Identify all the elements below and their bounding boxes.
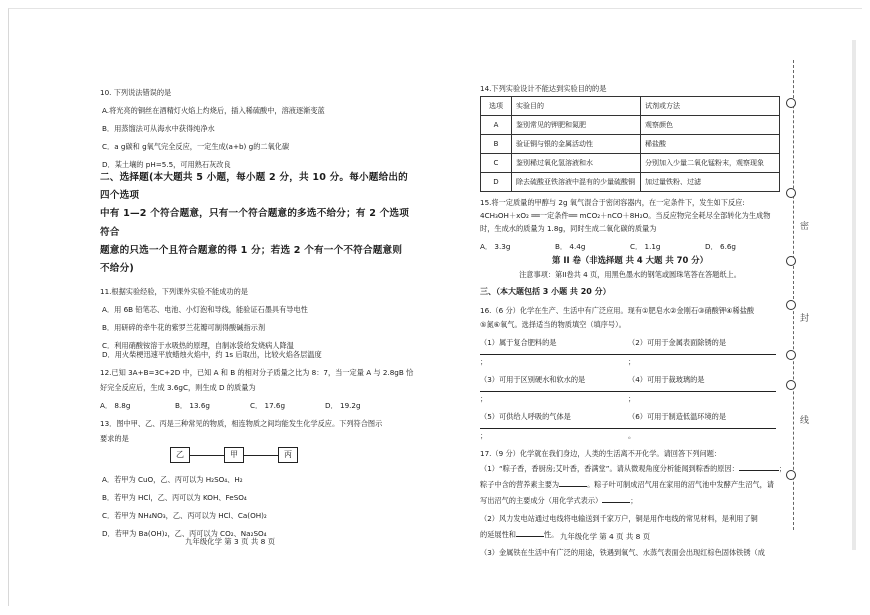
table-header-row [481, 97, 780, 116]
question-11-option-c: C．利用硝酸铵溶于水吸热的原理，自制冰袋给发烧病人降温 [102, 341, 294, 351]
question-15-stem-line-3: 时，生成水的质量为 1.8g，同时生成二氧化碳的质量为 [480, 224, 657, 233]
table-header-cell: 实验目的 [512, 97, 641, 116]
answer-blank[interactable] [480, 421, 628, 429]
question-10-option-a: A.将光亮的铜丝在酒精灯火焰上灼烧后，插入稀硫酸中，溶液逐渐变蓝 [102, 106, 325, 115]
question-16-row-2: （3）可用于区别硬水和软水的是； （4）可用于裁玻璃的是； [480, 375, 780, 403]
question-13-diagram [170, 447, 410, 463]
seal-mark-xian: 线 [800, 416, 810, 426]
binding-hole-icon [786, 98, 796, 108]
part-2-title: 第 II 卷（非选择题 共 4 大题 共 70 分） [552, 255, 708, 265]
table-cell: A [481, 116, 512, 135]
answer-blank[interactable] [480, 347, 628, 355]
question-17-part-1-line-1: （1）“粽子香，香厨房;艾叶香，香满堂”。请从微观角度分析能闻到粽香的原因： ； [480, 463, 787, 473]
question-17-stem: 17.（9 分）化学就在我们身边，人类的生活离不开化学。请回答下列问题： [480, 448, 722, 458]
section-2-line-1: 二、选择题(本大题共 5 小题，每小题 2 分，共 10 分。每小题给出的四个选项 [100, 172, 408, 202]
question-12-stem-line-1: 12.已知 3A+B=3C+2D 中，已知 A 和 B 的相对分子质量之比为 8：7，当一定量 A 与 2.8gB 恰 [100, 368, 414, 378]
table-cell: 加过量铁粉、过滤 [641, 173, 780, 192]
binding-hole-icon [786, 300, 796, 310]
question-12-option-c: C． 17.6g [250, 401, 286, 411]
question-17-part-2-line-2: 的延展性和 性。 [480, 529, 559, 539]
question-13-option-c: C．若甲为 NH₄NO₃，乙、丙可以为 HCl、Ca(OH)₂ [102, 511, 267, 521]
question-11-stem: 11.根据实验经验，下列课外实验不能成功的是 [100, 287, 248, 297]
answer-blank[interactable] [628, 421, 776, 429]
table-cell: 鉴别稀过氧化氢溶液和水 [512, 154, 641, 173]
binding-hole-icon [786, 380, 796, 390]
table-cell: 分别加入少量二氧化锰粉末，观察现象 [641, 154, 780, 173]
table-row [481, 116, 780, 135]
seal-mark-mi: 密 [800, 222, 810, 232]
question-11-option-a: A．用 6B 铅笔芯、电池、小灯泡和导线，能验证石墨具有导电性 [102, 305, 308, 315]
binding-hole-icon [786, 256, 796, 266]
page-4-footer: 九年级化学 第 4 页 共 8 页 [560, 532, 651, 541]
question-16-item-5: （5）可供给人呼吸的气体是 [480, 411, 571, 421]
question-13-stem-line-1: 13．图中甲、乙、丙是三种常见的物质，相连物质之间均能发生化学反应。下列符合图示 [100, 419, 383, 429]
answer-blank[interactable] [628, 347, 776, 355]
diagram-box-bing: 丙 [278, 447, 298, 463]
question-17-part-1-line-2: 粽子中含的营养素主要为 。粽子叶可制成沼气用在家用的沼气池中发酵产生沼气，请 [480, 479, 774, 489]
question-16-row-3: （5）可供给人呼吸的气体是； （6）可用于制造低温环境的是。 [480, 412, 780, 440]
table-cell: B [481, 135, 512, 154]
answer-blank[interactable] [739, 463, 779, 471]
table-header-cell: 选项 [481, 97, 512, 116]
right-page [480, 84, 787, 557]
part-2-note: 注意事项：第II卷共 4 页，用黑色墨水的钢笔或圆珠笔答在答题纸上。 [519, 269, 741, 279]
seal-mark-feng: 封 [800, 314, 810, 324]
diagram-box-yi: 乙 [170, 447, 190, 463]
question-17-part-2-line-1: （2）风力发电站通过电线将电输送到千家万户，铜是用作电线的常见材料，是利用了铜 [480, 513, 758, 523]
question-12-option-a: A． 8.8g [100, 401, 131, 411]
scan-edge-strip [852, 40, 856, 550]
question-15-stem-line-2: 4CH₃OH＋xO₂ ══一定条件══ mCO₂＋nCO＋8H₂O。当反应物完全耗尽全部转化为生成物 [480, 211, 771, 220]
question-10-stem: 10. 下列说法错误的是 [100, 88, 172, 97]
question-15-options [480, 242, 780, 251]
question-16-row-1: （1）属于复合肥料的是； （2）可用于金属表面除锈的是； [480, 338, 780, 366]
question-10-option-b: B．用蒸馏法可从海水中获得纯净水 [102, 124, 215, 133]
table-row [481, 154, 780, 173]
table-cell: 鉴别常见的钾肥和氮肥 [512, 116, 641, 135]
table-header-cell: 试剂或方法 [641, 97, 780, 116]
answer-blank[interactable] [602, 495, 630, 503]
question-16-stem-line-2: ⑤氮⑥氧气。选择适当的物质填空（填序号）。 [480, 319, 626, 329]
question-12-option-b: B． 13.6g [175, 401, 210, 411]
section-3-heading: 三、（本大题包括 3 小题 共 20 分） [480, 286, 611, 296]
question-17-part-3-line-1: （3）金属铁在生活中有广泛的用途，铁遇到氧气、水蒸气表面会出现红棕色固体铁锈（成 [480, 547, 765, 557]
question-11-option-d: D．用火柴梗迅速平放蜡烛火焰中，约 1s 后取出，比较火焰各层温度 [102, 350, 322, 360]
answer-blank[interactable] [559, 479, 587, 487]
question-11-option-b: B．用研碎的牵牛花的紫罗兰花瓣可制得酸碱指示剂 [102, 323, 266, 333]
question-16-item-6: （6）可用于制造低温环境的是 [628, 411, 727, 421]
question-10-option-d: D．某土壤的 pH=5.5，可用熟石灰改良 [102, 160, 231, 169]
table-cell: C [481, 154, 512, 173]
binding-line [793, 60, 808, 530]
question-15-option-d: D． 6.6g [705, 242, 736, 251]
left-page [100, 88, 414, 539]
section-2-line-2: 中有 1—2 个符合题意，只有一个符合题意的多选不给分；有 2 个选项符合 [100, 208, 410, 238]
section-2-heading [100, 169, 410, 278]
question-12-stem-line-2: 好完全反应后，生成 3.6gC，则生成 D 的质量为 [100, 383, 256, 393]
question-15-stem-line-1: 15.将一定质量的甲醇与 2g 氧气混合于密闭容器内，在一定条件下，发生如下反应: [480, 198, 745, 207]
question-16-item-1: （1）属于复合肥料的是 [480, 337, 557, 347]
question-15-option-a: A． 3.3g [480, 242, 511, 251]
table-row [481, 135, 780, 154]
table-cell: 除去硫酸亚铁溶液中混有的少量硫酸铜 [512, 173, 641, 192]
answer-blank[interactable] [516, 529, 544, 537]
answer-blank[interactable] [628, 384, 776, 392]
answer-blank[interactable] [480, 384, 628, 392]
binding-hole-icon [786, 350, 796, 360]
question-13-option-b: B．若甲为 HCl，乙、丙可以为 KOH、FeSO₄ [102, 493, 247, 503]
question-14-stem: 14.下列实验设计不能达到实验目的的是 [480, 84, 607, 93]
question-13-option-a: A．若甲为 CuO，乙、丙可以为 H₂SO₄、H₂ [102, 475, 243, 485]
question-13-option-d: D．若甲为 Ba(OH)₂，乙、丙可以为 CO₂、Na₂SO₄ [102, 529, 267, 539]
question-13-stem-line-2: 要求的是 [100, 434, 129, 444]
question-16-item-3: （3）可用于区别硬水和软水的是 [480, 374, 586, 384]
question-12-options [100, 401, 410, 410]
question-14-table [480, 96, 780, 192]
binding-hole-icon [786, 470, 796, 480]
diagram-box-jia: 甲 [224, 447, 244, 463]
question-12-option-d: D． 19.2g [325, 401, 361, 411]
question-16-item-2: （2）可用于金属表面除锈的是 [628, 337, 727, 347]
question-15-option-c: C． 1.1g [630, 242, 661, 251]
page-3-footer: 九年级化学 第 3 页 共 8 页 [185, 537, 276, 546]
table-cell: 观察颜色 [641, 116, 780, 135]
section-2-line-3: 题意的只选一个且符合题意的得 1 分；若选 2 个有一个不符合题意则不给分) [100, 244, 403, 275]
question-15-option-b: B． 4.4g [555, 242, 586, 251]
binding-hole-icon [786, 188, 796, 198]
diagram-connector [244, 455, 278, 456]
question-17-part-1-line-3: 写出沼气的主要成分（用化学式表示） ； [480, 495, 638, 505]
table-row [481, 173, 780, 192]
question-10-option-c: C．a g碳和 g氧气完全反应，一定生成(a+b) g的二氧化碳 [102, 142, 290, 151]
diagram-connector [190, 455, 224, 456]
table-cell: 验证铜与银的金属活动性 [512, 135, 641, 154]
table-cell: 稀盐酸 [641, 135, 780, 154]
question-16-stem-line-1: 16.（6 分）化学在生产、生活中有广泛应用。现有①肥皂水②金刚石③硝酸钾④稀盐酸 [480, 305, 755, 315]
table-cell: D [481, 173, 512, 192]
question-16-item-4: （4）可用于裁玻璃的是 [628, 374, 705, 384]
